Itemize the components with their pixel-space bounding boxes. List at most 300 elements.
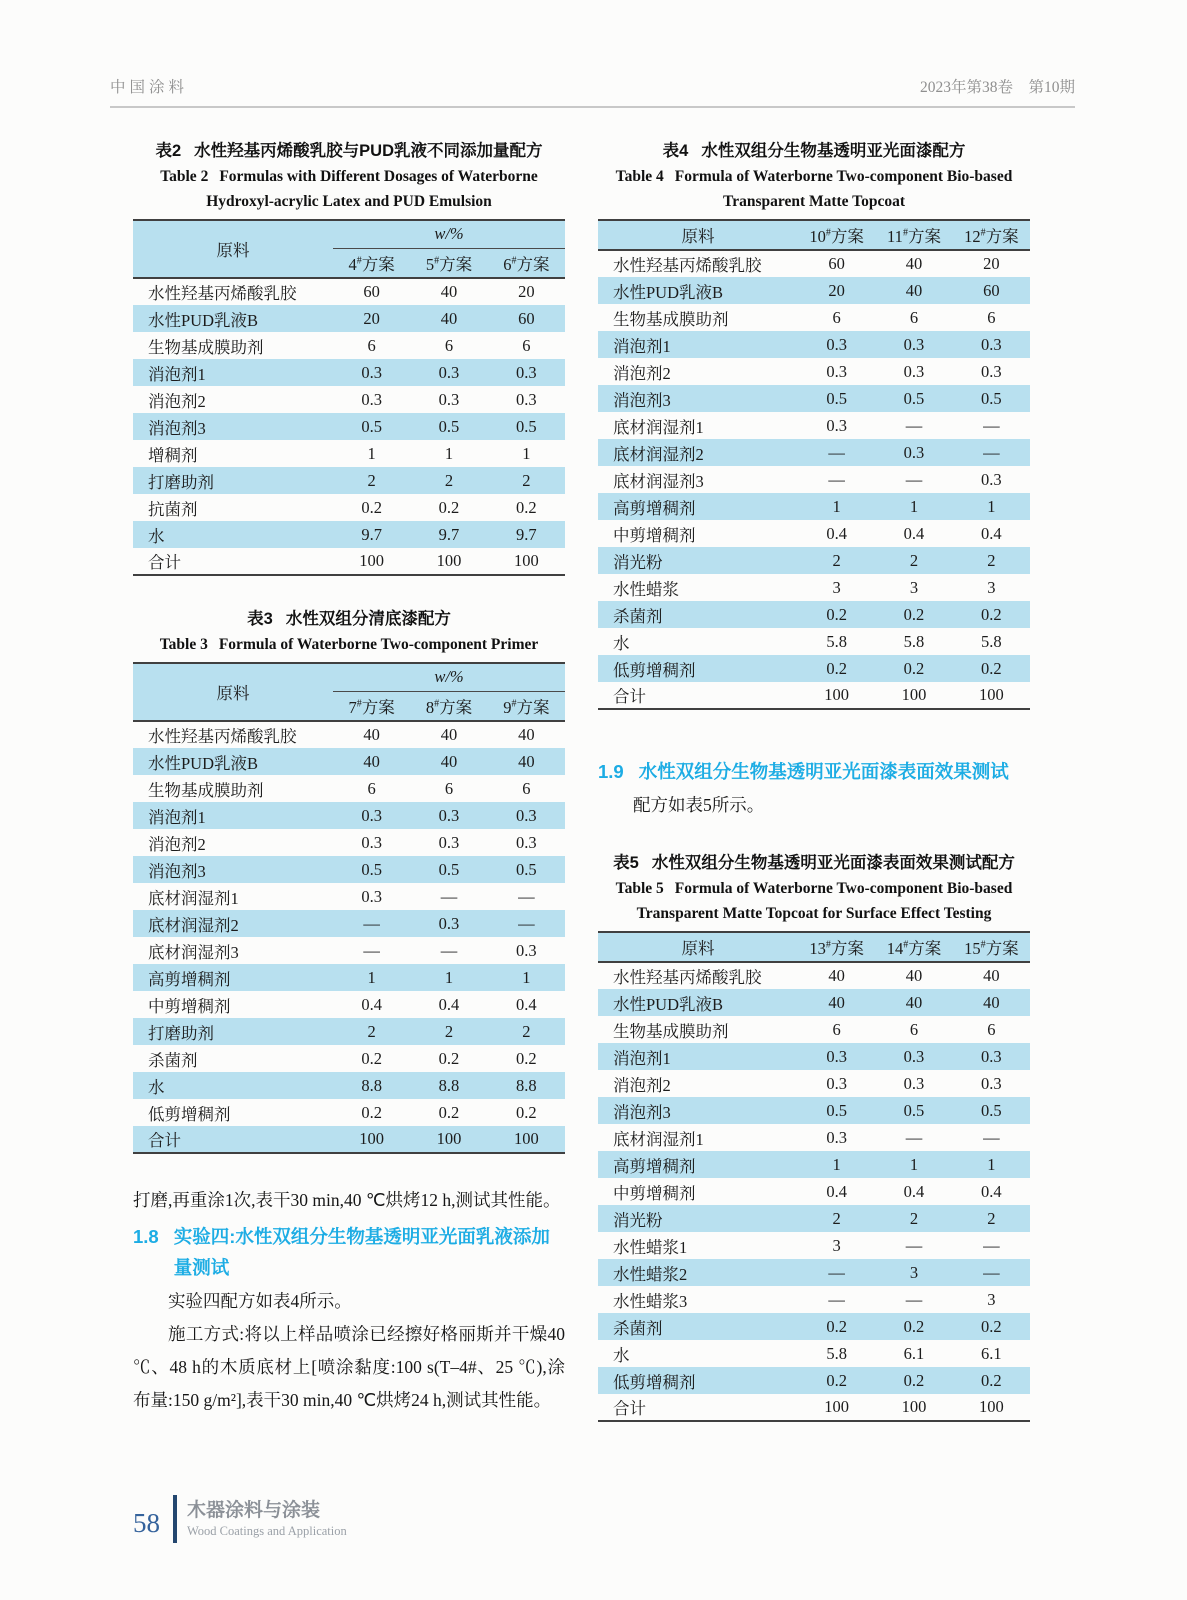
table5-title-en: Formula of Waterborne Two-component Bio-based Transparent Matte Topcoat for Surface Effect Testing <box>636 880 1013 922</box>
dosage-value: 0.5 <box>981 1100 1002 1120</box>
table3-caption-cn <box>133 606 565 632</box>
table4-title-en: Formula of Waterborne Two-component Bio-based Transparent Matte Topcoat <box>674 168 1013 210</box>
dosage-value: 3 <box>909 577 919 597</box>
dosage-value: 100 <box>436 551 462 570</box>
dosage-value: 40 <box>440 282 458 301</box>
dosage-value: 2 <box>832 550 841 570</box>
dosage-value: 1 <box>367 967 376 987</box>
unit-label: w/% <box>434 667 464 687</box>
dosage-value: 0.2 <box>826 658 847 678</box>
table-row <box>133 521 565 548</box>
dosage-value: 0.5 <box>361 859 382 879</box>
table-row <box>133 1126 565 1153</box>
footer-section-cn: 木器涂料与涂装 <box>187 1500 321 1521</box>
column-header-scheme: 9#方案 <box>488 691 565 721</box>
dosage-value: 1 <box>522 443 531 463</box>
dosage-value: 2 <box>444 470 454 490</box>
dosage-value: 0.5 <box>981 388 1002 408</box>
section-number: 1.8 <box>133 1226 159 1247</box>
table-row <box>133 494 565 521</box>
ingredient-name: 消泡剂2 <box>613 363 671 383</box>
ingredient-name: 打磨助剂 <box>148 472 214 492</box>
dosage-value: — <box>828 442 845 462</box>
ingredient-name: 消光粉 <box>613 552 663 572</box>
dosage-value: — <box>363 913 380 933</box>
dosage-value: 0.3 <box>516 805 537 825</box>
table-5 <box>598 931 1030 1422</box>
table-row <box>598 1097 1030 1124</box>
table-row <box>598 466 1030 493</box>
table-row <box>133 548 565 575</box>
table-row <box>133 1045 565 1072</box>
journal-title: 中国涂料 <box>110 79 189 96</box>
dosage-value: 0.4 <box>903 523 925 543</box>
table-row <box>598 1124 1030 1151</box>
dosage-value: 0.2 <box>981 1370 1002 1390</box>
ingredient-name: 水性羟基丙烯酸乳胶 <box>148 284 297 303</box>
column-header-scheme: 12#方案 <box>953 220 1030 250</box>
table-row <box>598 520 1030 547</box>
ingredient-name: 水性蜡浆1 <box>613 1237 688 1257</box>
dosage-value: 0.4 <box>516 994 537 1014</box>
ingredient-name: 高剪增稠剂 <box>148 969 231 989</box>
ingredient-name: 高剪增稠剂 <box>613 498 696 518</box>
table-row <box>598 962 1030 989</box>
table-row <box>133 964 565 991</box>
ingredient-name: 消泡剂3 <box>148 418 206 438</box>
ingredient-name: 消泡剂2 <box>148 391 206 411</box>
ingredient-name: 水 <box>148 1077 165 1097</box>
ingredient-name: 消光粉 <box>613 1210 663 1230</box>
table4-title-cn: 水性双组分生物基透明亚光面漆配方 <box>701 142 966 160</box>
ingredient-name: 杀菌剂 <box>613 1318 663 1338</box>
dosage-value: 100 <box>513 1129 539 1148</box>
dosage-value: 40 <box>363 751 380 771</box>
unit-label: w/% <box>434 224 464 244</box>
table3-title-en: Formula of Waterborne Two-component Primer <box>218 636 539 653</box>
dosage-value: 20 <box>983 254 1000 273</box>
dosage-value: 3 <box>832 577 841 597</box>
section-heading-1-9 <box>598 756 1030 787</box>
ingredient-name: 水性PUD乳液B <box>148 310 259 330</box>
dosage-value: 20 <box>828 280 845 300</box>
table-row <box>133 910 565 937</box>
table-4-body <box>598 250 1030 709</box>
dosage-value: 0.3 <box>903 334 925 354</box>
ingredient-name: 水 <box>148 526 165 546</box>
table-row <box>598 628 1030 655</box>
hash-superscript: # <box>825 227 831 239</box>
hash-superscript: # <box>434 698 440 710</box>
dosage-value: 100 <box>359 1129 385 1148</box>
table-row <box>598 331 1030 358</box>
dosage-value: — <box>828 469 845 489</box>
table-5-body <box>598 962 1030 1421</box>
dosage-value: — <box>905 1235 923 1255</box>
dosage-value: 0.2 <box>361 497 382 517</box>
dosage-value: 0.3 <box>981 1073 1002 1093</box>
dosage-value: 0.3 <box>438 913 460 933</box>
dosage-value: — <box>983 415 1000 435</box>
dosage-value: 1 <box>522 967 531 987</box>
table-row <box>598 412 1030 439</box>
hash-superscript: # <box>356 698 362 710</box>
ingredient-name: 水性羟基丙烯酸乳胶 <box>613 968 762 987</box>
table-row <box>133 278 565 305</box>
dosage-value: 100 <box>436 1129 462 1148</box>
column-header-scheme: 11#方案 <box>875 220 952 250</box>
dosage-value: 0.3 <box>438 805 460 825</box>
dosage-value: 2 <box>367 470 376 490</box>
ingredient-name: 水性蜡浆2 <box>613 1264 688 1284</box>
dosage-value: 60 <box>363 282 380 301</box>
dosage-value: 0.3 <box>981 469 1002 489</box>
hash-superscript: # <box>434 255 440 267</box>
ingredient-name: 消泡剂2 <box>148 834 206 854</box>
ingredient-name: 底材润湿剂1 <box>613 1129 704 1149</box>
dosage-value: 100 <box>824 1397 850 1416</box>
dosage-value: 100 <box>359 551 385 570</box>
table-row <box>598 1178 1030 1205</box>
dosage-value: 0.2 <box>438 497 460 517</box>
dosage-value: 0.3 <box>516 832 537 852</box>
dosage-value: 40 <box>440 751 458 771</box>
paragraph-table5: 配方如表5所示。 <box>633 795 765 815</box>
dosage-value: 0.4 <box>361 994 382 1014</box>
dosage-value: 2 <box>832 1208 841 1228</box>
ingredient-name: 消泡剂3 <box>148 861 206 881</box>
dosage-value: — <box>905 1289 923 1309</box>
dosage-value: 0.3 <box>438 362 460 382</box>
table-2 <box>133 219 565 576</box>
ingredient-name: 水性羟基丙烯酸乳胶 <box>613 256 762 275</box>
dosage-value: 6 <box>444 335 454 355</box>
hash-superscript: # <box>902 227 908 239</box>
dosage-value: — <box>828 1289 845 1309</box>
dosage-value: 5.8 <box>826 1343 847 1363</box>
table4-label-cn: 表4 <box>662 142 689 160</box>
dosage-value: 0.2 <box>361 1048 382 1068</box>
dosage-value: 6 <box>367 778 376 798</box>
table-row <box>598 493 1030 520</box>
dosage-value: 0.5 <box>438 859 460 879</box>
dosage-value: 0.5 <box>826 388 847 408</box>
ingredient-name: 消泡剂2 <box>613 1075 671 1095</box>
dosage-value: 60 <box>983 280 1000 300</box>
table2-caption <box>133 138 565 214</box>
column-header-scheme: 4#方案 <box>333 248 410 278</box>
table-row <box>133 748 565 775</box>
dosage-value: 0.2 <box>826 604 847 624</box>
table-row <box>598 250 1030 277</box>
dosage-value: 40 <box>905 254 923 273</box>
dosage-value: 0.2 <box>903 604 925 624</box>
ingredient-name: 水 <box>613 633 630 653</box>
table-2-body <box>133 278 565 575</box>
section-title: 水性双组分生物基透明亚光面漆表面效果测试 <box>638 761 1009 782</box>
ingredient-name: 底材润湿剂2 <box>613 444 704 464</box>
table-4-header <box>598 220 1030 250</box>
ingredient-name: 低剪增稠剂 <box>148 1104 231 1124</box>
dosage-value: 40 <box>905 280 923 300</box>
dosage-value: 0.4 <box>981 1181 1002 1201</box>
dosage-value: 0.5 <box>903 1100 925 1120</box>
dosage-value: 0.3 <box>516 362 537 382</box>
dosage-value: 6 <box>909 307 919 327</box>
dosage-value: — <box>440 940 458 960</box>
table-2-header <box>133 220 565 278</box>
dosage-value: 100 <box>513 551 539 570</box>
table-4 <box>598 219 1030 710</box>
table-row <box>133 829 565 856</box>
page-footer <box>133 1495 347 1543</box>
dosage-value: 0.3 <box>361 886 382 906</box>
dosage-value: 6 <box>832 1019 841 1039</box>
table-row <box>598 547 1030 574</box>
dosage-value: 0.3 <box>826 415 847 435</box>
dosage-value: 0.3 <box>361 805 382 825</box>
ingredient-name: 消泡剂1 <box>148 807 206 827</box>
dosage-value: — <box>905 1127 923 1147</box>
column-header-scheme: 5#方案 <box>410 248 487 278</box>
column-header-ingredient: 原料 <box>598 220 798 250</box>
dosage-value: 6 <box>522 335 531 355</box>
ingredient-name: 中剪增稠剂 <box>613 1183 696 1203</box>
dosage-value: 0.2 <box>903 658 925 678</box>
running-head <box>110 75 1075 108</box>
left-column <box>133 138 565 1422</box>
column-header-ingredient: 原料 <box>133 663 333 721</box>
dosage-value: 0.3 <box>903 361 925 381</box>
dosage-value: 0.2 <box>438 1102 460 1122</box>
dosage-value: 0.3 <box>826 334 847 354</box>
dosage-value: 40 <box>828 966 845 985</box>
dosage-value: 0.2 <box>361 1102 382 1122</box>
hash-superscript: # <box>511 698 517 710</box>
table-row <box>133 386 565 413</box>
dosage-value: 0.5 <box>438 416 460 436</box>
dosage-value: 9.7 <box>361 524 382 544</box>
dosage-value: 5.8 <box>981 631 1002 651</box>
table5-caption-en <box>598 876 1030 926</box>
two-column-body <box>110 138 1075 1422</box>
table-3-header <box>133 663 565 721</box>
table-3-body <box>133 721 565 1153</box>
ingredient-name: 消泡剂3 <box>613 1102 671 1122</box>
table-row <box>598 1313 1030 1340</box>
dosage-value: 40 <box>828 992 845 1012</box>
table2-title-en: Formulas with Different Dosages of Waterborne Hydroxyl-acrylic Latex and PUD Emulsion <box>206 168 538 210</box>
table4-label-en: Table 4 <box>615 168 664 185</box>
dosage-value: 5.8 <box>826 631 847 651</box>
dosage-value: 0.2 <box>438 1048 460 1068</box>
table3-caption-en <box>133 632 565 657</box>
dosage-value: 40 <box>440 725 458 744</box>
dosage-value: 0.4 <box>903 1181 925 1201</box>
table3-title-cn: 水性双组分清底漆配方 <box>285 610 451 628</box>
table-3 <box>133 662 565 1154</box>
column-header-ingredient: 原料 <box>133 220 333 278</box>
table-row <box>598 1367 1030 1394</box>
ingredient-name: 生物基成膜助剂 <box>148 337 264 357</box>
dosage-value: 9.7 <box>516 524 537 544</box>
ingredient-name: 消泡剂1 <box>613 336 671 356</box>
table-row <box>133 1018 565 1045</box>
table-row <box>133 721 565 748</box>
ingredient-name: 合计 <box>148 553 181 572</box>
dosage-value: 1 <box>444 443 454 463</box>
dosage-value: 40 <box>905 992 923 1012</box>
dosage-value: 6 <box>909 1019 919 1039</box>
table-5-header <box>598 932 1030 962</box>
footer-section-en: Wood Coatings and Application <box>187 1524 347 1538</box>
ingredient-name: 生物基成膜助剂 <box>613 309 729 329</box>
table-row <box>598 1340 1030 1367</box>
table-row <box>598 1070 1030 1097</box>
table-row <box>598 277 1030 304</box>
dosage-value: 0.4 <box>826 1181 847 1201</box>
table-row <box>133 883 565 910</box>
dosage-value: 2 <box>909 550 919 570</box>
ingredient-name: 水性蜡浆3 <box>613 1291 688 1311</box>
dosage-value: 1 <box>909 496 919 516</box>
dosage-value: 100 <box>978 1397 1004 1416</box>
table-row <box>133 332 565 359</box>
ingredient-name: 合计 <box>613 1399 646 1418</box>
dosage-value: 0.5 <box>516 859 537 879</box>
ingredient-name: 中剪增稠剂 <box>613 525 696 545</box>
dosage-value: — <box>518 913 535 933</box>
ingredient-name: 抗菌剂 <box>148 499 198 519</box>
dosage-value: 40 <box>983 966 1000 985</box>
column-header-scheme: 7#方案 <box>333 691 410 721</box>
table-row <box>598 574 1030 601</box>
ingredient-name: 消泡剂3 <box>613 390 671 410</box>
ingredient-name: 底材润湿剂1 <box>613 417 704 437</box>
dosage-value: 0.3 <box>981 361 1002 381</box>
dosage-value: 0.4 <box>438 994 460 1014</box>
dosage-value: 100 <box>901 1397 927 1416</box>
dosage-value: 100 <box>901 685 927 704</box>
dosage-value: — <box>440 886 458 906</box>
table-row <box>133 413 565 440</box>
table2-label-cn: 表2 <box>155 142 182 160</box>
table-row <box>598 304 1030 331</box>
section-title: 实验四:水性双组分生物基透明亚光面乳液添加量测试 <box>173 1226 550 1278</box>
dosage-value: 1 <box>832 496 841 516</box>
table5-caption-cn <box>598 850 1030 876</box>
column-header-ingredient: 原料 <box>598 932 798 962</box>
dosage-value: 6 <box>987 1019 996 1039</box>
table-row <box>598 358 1030 385</box>
table3-caption <box>133 606 565 657</box>
hash-superscript: # <box>980 227 986 239</box>
table3-label-en: Table 3 <box>159 636 208 653</box>
table-row <box>598 1043 1030 1070</box>
table-row <box>598 385 1030 412</box>
ingredient-name: 合计 <box>613 687 646 706</box>
footer-section-block <box>187 1499 347 1539</box>
dosage-value: — <box>828 1262 845 1282</box>
ingredient-name: 底材润湿剂3 <box>613 471 704 491</box>
dosage-value: 0.3 <box>826 1127 847 1147</box>
table-row <box>598 1286 1030 1313</box>
dosage-value: 0.3 <box>903 1046 925 1066</box>
dosage-value: 6 <box>444 778 454 798</box>
table5-label-en: Table 5 <box>615 880 664 897</box>
dosage-value: 6 <box>522 778 531 798</box>
dosage-value: 2 <box>909 1208 919 1228</box>
column-header-scheme: 8#方案 <box>410 691 487 721</box>
dosage-value: 0.3 <box>361 832 382 852</box>
dosage-value: 6 <box>832 307 841 327</box>
dosage-value: 0.3 <box>438 832 460 852</box>
table-row <box>598 682 1030 709</box>
ingredient-name: 打磨助剂 <box>148 1023 214 1043</box>
dosage-value: 0.3 <box>903 442 925 462</box>
table-row <box>133 440 565 467</box>
dosage-value: 1 <box>444 967 454 987</box>
table-row <box>133 305 565 332</box>
dosage-value: 6 <box>987 307 996 327</box>
dosage-value: 0.3 <box>516 940 537 960</box>
ingredient-name: 底材润湿剂1 <box>148 888 239 908</box>
ingredient-name: 水 <box>613 1345 630 1365</box>
dosage-value: 1 <box>832 1154 841 1174</box>
dosage-value: 0.2 <box>516 1048 537 1068</box>
table5-title-cn: 水性双组分生物基透明亚光面漆表面效果测试配方 <box>651 854 1015 872</box>
dosage-value: 0.5 <box>516 416 537 436</box>
table-row <box>598 655 1030 682</box>
dosage-value: 2 <box>522 1021 531 1041</box>
dosage-value: 0.4 <box>826 523 847 543</box>
page-number: 58 <box>133 1507 160 1538</box>
dosage-value: 0.5 <box>361 416 382 436</box>
dosage-value: 0.3 <box>826 1073 847 1093</box>
dosage-value: — <box>983 442 1000 462</box>
dosage-value: 6.1 <box>903 1343 925 1363</box>
footer-divider-bar <box>173 1495 177 1543</box>
table-row <box>133 856 565 883</box>
ingredient-name: 底材润湿剂2 <box>148 915 239 935</box>
dosage-value: 20 <box>518 282 535 301</box>
dosage-value: — <box>983 1127 1000 1147</box>
dosage-value: 0.3 <box>361 362 382 382</box>
table-row <box>133 1099 565 1126</box>
column-header-scheme: 13#方案 <box>798 932 875 962</box>
dosage-value: 0.3 <box>826 1046 847 1066</box>
ingredient-name: 高剪增稠剂 <box>613 1156 696 1176</box>
dosage-value: 0.5 <box>826 1100 847 1120</box>
dosage-value: 0.2 <box>826 1370 847 1390</box>
dosage-value: 40 <box>440 308 458 328</box>
dosage-value: 60 <box>518 308 535 328</box>
column-header-scheme: 15#方案 <box>953 932 1030 962</box>
right-column <box>598 138 1030 1422</box>
dosage-value: 3 <box>987 1289 996 1309</box>
dosage-value: — <box>983 1262 1000 1282</box>
ingredient-name: 生物基成膜助剂 <box>148 780 264 800</box>
dosage-value: 0.5 <box>903 388 925 408</box>
dosage-value: 2 <box>367 1021 376 1041</box>
hash-superscript: # <box>903 939 909 951</box>
hash-superscript: # <box>980 939 986 951</box>
table-row <box>598 439 1030 466</box>
table-row <box>598 1394 1030 1421</box>
section-number: 1.9 <box>598 761 624 782</box>
dosage-value: 9.7 <box>438 524 460 544</box>
ingredient-name: 杀菌剂 <box>148 1050 198 1070</box>
